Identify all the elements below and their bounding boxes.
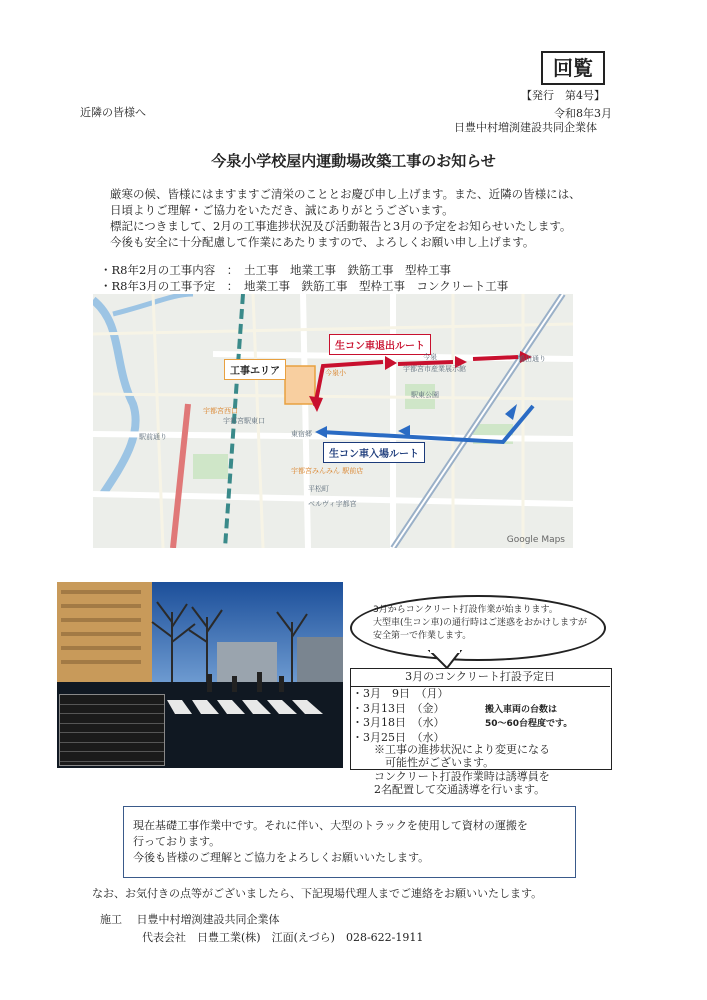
schedule-feb: ・R8年2月の工事内容 ： 土工事 地業工事 鉄筋工事 型枠工事: [100, 263, 452, 277]
entry-route-label: 生コン車入場ルート: [323, 442, 425, 463]
bubble-text: [373, 604, 593, 643]
pour-note-line: 可能性がございます。: [374, 756, 495, 769]
addressee: 近隣の皆様へ: [80, 106, 146, 119]
bubble-line: 安全第一で作業します。: [373, 631, 472, 641]
construction-sign: [59, 694, 165, 766]
bubble-line: 大型車(生コン車)の通行時はご迷惑をおかけしますが: [373, 618, 588, 628]
issue-number: 【発行 第4号】: [521, 89, 605, 102]
pour-date: ・3月 9日 （月）: [352, 687, 449, 700]
pour-dates: [352, 687, 449, 745]
speech-bubble-tail: [425, 650, 465, 670]
issue-date: 令和8年3月: [554, 107, 612, 120]
pour-date: ・3月25日 （水）: [352, 730, 445, 744]
construction-area-label: 工事エリア: [224, 359, 286, 380]
issuer: 日豊中村増渕建設共同企業体: [454, 121, 597, 134]
map-label: 駅前通り: [139, 433, 167, 441]
vehicle-count-line: 搬入車両の台数は: [485, 705, 558, 715]
contractor: 施工 日豊中村増渕建設共同企業体: [100, 913, 280, 926]
closing-text: なお、お気付きの点等がございましたら、下記現場代理人までご連絡をお願いいたします。: [92, 887, 543, 900]
map-label: 今泉小: [325, 369, 346, 377]
map-label: 宇都宮西口: [203, 407, 238, 415]
pour-note-line: ※工事の進捗状況により変更になる: [374, 743, 550, 756]
greeting-line: 今後も安全に十分配慮して作業にあたりますので、よろしくお願い申し上げます。: [110, 235, 535, 249]
schedule-mar: ・R8年3月の工事予定 ： 地業工事 鉄筋工事 型枠工事 コンクリート工事: [100, 279, 509, 293]
greeting-line: 標記につきまして、2月の工事進捗状況及び活動報告と3月の予定をお知らせいたします。: [110, 219, 572, 233]
traffic-guide-line: 2名配置して交通誘導を行います。: [374, 783, 546, 796]
pour-schedule-heading: 3月のコンクリート打設予定日: [350, 668, 610, 687]
bubble-line: 3月からコンクリート打設作業が始まります。: [373, 605, 558, 615]
notice-line: 今後も皆様のご理解とご協力をよろしくお願いいたします。: [133, 851, 430, 864]
representative-contact: 代表会社 日豊工業(株) 江面(えづら) 028-622-1911: [142, 931, 424, 944]
exit-route-label: 生コン車退出ルート: [329, 334, 431, 355]
map-label: 今泉: [423, 353, 437, 361]
map-label: ベルヴィ宇都宮: [308, 500, 357, 508]
notice-text: [133, 818, 563, 866]
notice-line: 現在基礎工事作業中です。それに伴い、大型のトラックを使用して資材の運搬を: [133, 819, 528, 832]
map-label: 宇都宮市産業展示館: [403, 365, 466, 373]
vehicle-count-line: 50〜60台程度です。: [485, 719, 573, 729]
map-attribution: Google Maps: [506, 535, 565, 545]
map-label: 東宿郷: [291, 430, 312, 438]
vehicle-count: [485, 703, 572, 731]
map-label: 平松町: [308, 485, 329, 493]
notice-line: 行っております。: [133, 835, 221, 848]
greeting: [110, 186, 620, 250]
pour-date: ・3月13日 （金）: [352, 701, 445, 715]
map-label: 鶴田通り: [518, 355, 546, 363]
route-map: [93, 294, 573, 548]
pour-note: [374, 743, 550, 769]
greeting-line: 日頃よりご理解・ご協力をいただき、誠にありがとうございます。: [110, 203, 454, 217]
traffic-guide-note: [374, 770, 550, 796]
circulation-stamp: 回覧: [541, 51, 605, 85]
schedule-list: [100, 262, 508, 294]
map-label: 宇都宮駅東口: [223, 417, 265, 425]
greeting-line: 厳寒の候、皆様にはますますご清栄のこととお慶び申し上げます。また、近隣の皆様には、: [110, 187, 581, 201]
map-label: 宇都宮みんみん 駅前店: [291, 467, 364, 475]
site-photo: [57, 582, 343, 768]
map-graphic: [93, 294, 573, 548]
pour-date: ・3月18日 （水）: [352, 716, 445, 729]
map-label: 駅東公園: [411, 391, 439, 399]
traffic-guide-line: コンクリート打設作業時は誘導員を: [374, 770, 550, 783]
page-title: 今泉小学校屋内運動場改築工事のお知らせ: [211, 152, 496, 170]
